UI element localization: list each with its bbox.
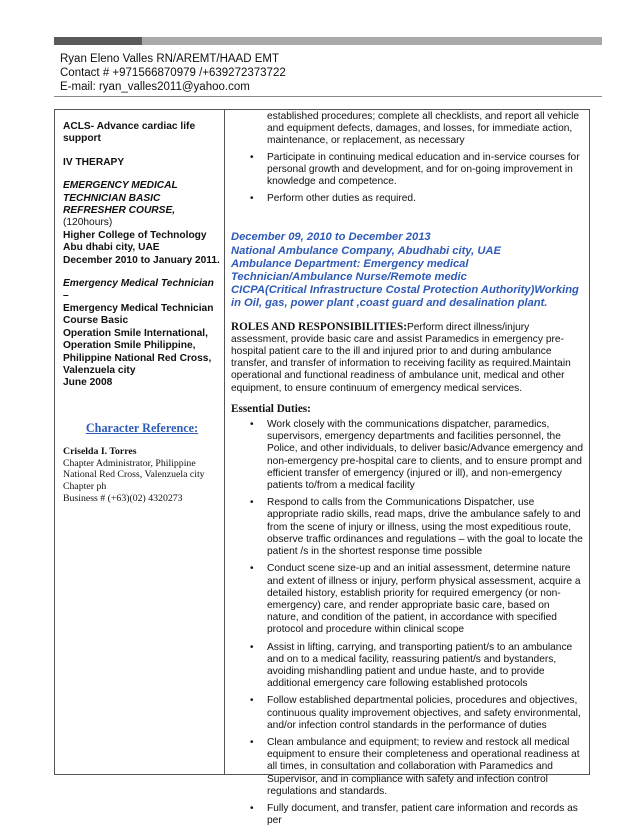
op-smile-intl: Operation Smile International,	[63, 327, 208, 339]
ref-name: Criselda I. Torres	[63, 446, 137, 458]
emt-job-desc: Emergency Medical Technician Course Basic	[63, 302, 214, 327]
list-item: • Respond to calls from the Communications Dispatcher, use appropriate radio skills, read maps, drive the ambulance safely to and from the scene of injury or illness, using the most expeditious route, observe traffic ordinances and regulations – with the goal to locate the patient /s in the shortest response time possible	[250, 497, 583, 558]
header-bar-accent	[54, 37, 142, 45]
contact-line: Contact # +971566870979 /+639272373722	[60, 67, 286, 79]
previous-duties-list	[231, 111, 583, 205]
list-item: • Perform other duties as required.	[250, 193, 416, 205]
emt-job-title: Emergency Medical Technician –	[63, 278, 214, 302]
emt-course	[63, 180, 221, 230]
bullet-icon: •	[250, 802, 254, 814]
list-item: • Participate in continuing medical education and in-service courses for personal growth and development, and for on-going improvement in knowledge and competence.	[250, 151, 580, 188]
bullet-icon: •	[250, 193, 254, 205]
date-2008: June 2008	[63, 377, 113, 389]
job-cicpa: CICPA(Critical Infrastructure Costal Protection Authority)Working in Oil, gas, power plant ,coast guard and desalination plant.	[231, 284, 579, 310]
bullet-icon: •	[250, 151, 254, 163]
bullet-icon: •	[250, 695, 254, 707]
roles-section	[231, 321, 583, 395]
emt-school: Higher College of Technology Abu dhabi city, UAE	[63, 229, 207, 254]
job-department: Ambulance Department: Emergency medical Technician/Ambulance Nurse/Remote medic	[231, 257, 469, 284]
roles-text: Perform direct illness/injury assessment, provide basic care and assist Paramedics in emergency pre-hospital patient care to the ill and injured prior to and during ambulance transfer, and transfer of information to receiving facility as required.Maintain operational and functional readiness of ambulance unit, medical and other equipment, to ensure continuum of emergency medical services.	[231, 321, 571, 394]
job-dates: December 09, 2010 to December 2013	[231, 231, 431, 244]
bullet-icon: •	[250, 563, 254, 575]
list-item: • Conduct scene size-up and an initial assessment, determine nature and extent of illness or injury, perform physical assessment, acquire a detailed history, establish priority for required emergency (or non-emergency) care, and render appropriate basic care, based on nature, and condition of the patient, in accordance with specified protocol and procedure within clinical scope	[250, 563, 581, 636]
list-item: • Work closely with the communications dispatcher, paramedics, supervisors, emergency departments and facilities personnel, the Police, and other individuals, to deliver basic/Advance emergency and non-emergency pre-hospital care to clients, and to ensure prompt and efficient transfer of emergency (injured or ill), and non-emergency patients to/from a medical facility	[250, 419, 583, 492]
resume-table	[54, 109, 590, 827]
reference-title: Character Reference:	[85, 420, 199, 435]
list-item: • Clean ambulance and equipment; to review and restock all medical equipment to ensure their completeness and operational readiness at all times, in consultation and collaboration with Paramedics and Supervisor, and in compliance with safety and infection control regulations and standards.	[250, 736, 580, 797]
bullet-icon: •	[250, 497, 254, 509]
red-cross: Philippine National Red Cross,	[63, 352, 212, 364]
bullet-icon: •	[250, 641, 254, 653]
contact-block	[60, 52, 286, 94]
roles-heading: ROLES AND RESPONSIBILITIES:	[231, 320, 407, 333]
emt-course-title: EMERGENCY MEDICAL TECHNICIAN BASIC REFRESHER COURSE,	[63, 180, 178, 217]
job-company: National Ambulance Company, Abudhabi city, UAE	[231, 244, 501, 257]
acls-cert: ACLS- Advance cardiac life support	[63, 121, 196, 145]
header-divider	[54, 96, 602, 97]
ref-role: Chapter Administrator, Philippine National Red Cross, Valenzuela city Chapter ph	[63, 457, 205, 492]
right-column	[231, 111, 583, 832]
left-column	[63, 121, 221, 504]
list-item: • Follow established departmental policies, procedures and objectives, continuous quality improvement objectives, and safety environmental, and/or infection control standards in the performance of duties	[250, 695, 581, 731]
reference-block	[63, 446, 221, 504]
list-item: established procedures; complete all checklists, and report all vehicle and equipment defects, damages, and losses, for immediate action, maintenance, or replacement, as necessary	[267, 111, 580, 147]
valenzuela: Valenzuela city	[63, 364, 136, 376]
essential-heading: Essential Duties:	[231, 402, 311, 415]
iv-therapy: IV THERAPY	[63, 156, 125, 168]
bullet-icon: •	[250, 736, 254, 748]
column-divider	[224, 110, 225, 774]
bullet-icon: •	[250, 419, 254, 431]
list-item: • Assist in lifting, carrying, and transporting patient/s to an ambulance and on to a medical facility, reassuring patient/s and bystanders, avoiding mishandling patient and undue haste, and to provide additional emergency care following established protocols	[250, 641, 573, 690]
ref-business: Business # (+63)(02) 4320273	[63, 492, 183, 504]
job-header	[231, 231, 583, 310]
email-line: E-mail: ryan_valles2011@yahoo.com	[60, 81, 250, 93]
list-item: • Fully document, and transfer, patient care information and records as per	[250, 802, 578, 827]
duties-list	[231, 419, 583, 827]
op-smile-ph: Operation Smile Philippine,	[63, 340, 196, 352]
name-line: Ryan Eleno Valles RN/AREMT/HAAD EMT	[60, 53, 279, 65]
emt-course-hours: (120hours)	[63, 217, 113, 229]
emt-dates: December 2010 to January 2011.	[63, 254, 220, 266]
